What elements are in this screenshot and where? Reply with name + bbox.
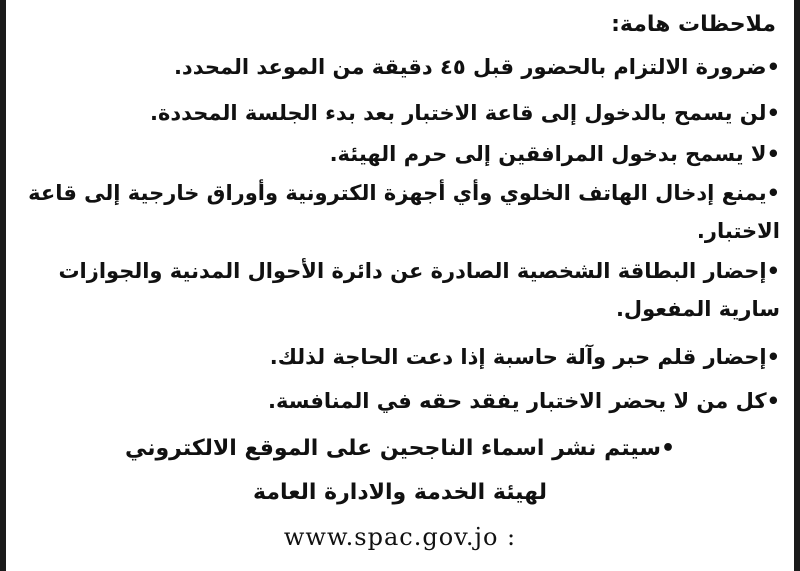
note-item-devices: •يمنع إدخال الهاتف الخلوي وأي أجهزة الكترونية وأوراق خارجية إلى قاعة الاختبار.	[28, 181, 780, 243]
notes-heading: ملاحظات هامة:	[611, 12, 776, 37]
note-item-id-card: •إحضار البطاقة الشخصية الصادرة عن دائرة الأحوال المدنية والجوازات سارية المفعول.	[58, 259, 780, 321]
note-item-arrival: •ضرورة الالتزام بالحضور قبل ٤٥ دقيقة من الموعد المحدد.	[173, 55, 780, 79]
note-item-pen-calculator: •إحضار قلم حبر وآلة حاسبة إذا دعت الحاجة لذلك.	[269, 345, 780, 369]
website-colon: :	[507, 523, 517, 551]
website-line	[0, 523, 800, 551]
note-item-late-entry: •لن يسمح بالدخول إلى قاعة الاختبار بعد بدء الجلسة المحددة.	[149, 101, 780, 125]
announcement-line-2: لهيئة الخدمة والادارة العامة	[253, 480, 547, 505]
note-item-companions: •لا يسمح بدخول المرافقين إلى حرم الهيئة.	[329, 142, 780, 166]
announcement-line-1: •سيتم نشر اسماء الناجحين على الموقع الالكتروني	[124, 436, 676, 461]
note-item-absence: •كل من لا يحضر الاختبار يفقد حقه في المنافسة.	[268, 389, 780, 413]
website-url[interactable]: www.spac.gov.jo	[283, 523, 499, 551]
